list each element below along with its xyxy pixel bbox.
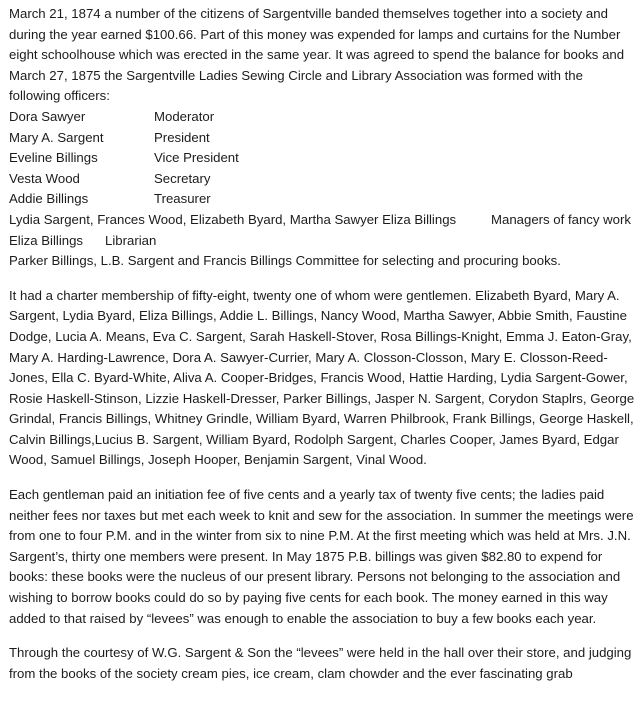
- librarian-role: Librarian: [105, 232, 157, 248]
- librarian-name: Eliza Billings: [9, 232, 84, 248]
- officer-row: [9, 148, 637, 169]
- managers-role: Managers of fancy work: [491, 211, 631, 227]
- officer-role: Secretary: [154, 170, 211, 186]
- officer-role: Moderator: [154, 108, 215, 124]
- officer-name: Addie Billings: [9, 191, 89, 207]
- officer-role: President: [154, 129, 210, 145]
- librarian-row: [9, 231, 637, 252]
- officer-row: [9, 189, 637, 210]
- committee-row: Parker Billings, L.B. Sargent and Francis Billings Committee for selecting and procuring books.: [9, 253, 561, 269]
- courtesy-paragraph: Through the courtesy of W.G. Sargent & Son the “levees” were held in the hall over their store, and judging from the books of the society cream pies, ice cream, clam chowder and the ever fascinating grab: [9, 645, 632, 681]
- officer-name: Eveline Billings: [9, 150, 98, 166]
- officer-role: Treasurer: [154, 191, 211, 207]
- officer-name: Vesta Wood: [9, 170, 80, 186]
- officer-name: Mary A. Sargent: [9, 129, 104, 145]
- fees-paragraph: Each gentleman paid an initiation fee of five cents and a yearly tax of twenty five cents; the ladies paid neither fees nor taxes but met each week to knit and sew for the association. In summer the meetings were from one to four P.M. and in the winter from six to nine P.M. At the first meeting which was held at Mrs. J.N. Sargent’s, thirty one members were present. In May 1875 P.B. billings was given $82.80 to expend for books: these books were the nucleus of our present library. Persons not belonging to the association and wishing to borrow books could do so by paying five cents for each book. The money earned in this way added to that raised by “levees” was enough to enable the association to buy a few books each year.: [9, 487, 634, 626]
- officer-row: [9, 169, 637, 190]
- officer-role: Vice President: [154, 150, 239, 166]
- membership-paragraph: It had a charter membership of fifty-eight, twenty one of whom were gentlemen. Elizabeth Byard, Mary A. Sargent, Lydia Byard, Eliza Billings, Addie L. Billings, Nancy Wood, Martha Sawyer, Abbie Smith, Faustine Dodge, Lucia A. Means, Eva C. Sargent, Sarah Haskell-Stover, Rosa Billings-Knight, Emma J. Eaton-Gray, Mary A. Harding-Lawrence, Dora A. Sawyer-Currier, Mary A. Closson-Closson, Mary E. Closson-Reed-Jones, Ella C. Byard-White, Aliva A. Cooper-Bridges, Francis Wood, Hattie Harding, Lydia Sargent-Gower, Rosie Haskell-Stinson, Lizzie Haskell-Dresser, Parker Billings, Jasper N. Sargent, Corydon Staplrs, George Grindal, Francis Billings, Whitney Grindle, William Byard, Warren Philbrook, Frank Billings, George Haskell, Calvin Billings,Lucius B. Sargent, William Byard, Rodolph Sargent, Charles Cooper, James Byard, Edgar Wood, Samuel Billings, Joseph Hooper, Benjamin Sargent, Vinal Wood.: [9, 287, 635, 468]
- intro-paragraph: March 21, 1874 a number of the citizens of Sargentville banded themselves together into a society and during the year earned $100.66. Part of this money was expended for lamps and curtains for the Number eight schoolhouse which was erected in the same year. It was agreed to spend the balance for books and March 27, 1875 the Sargentville Ladies Sewing Circle and Library Association was formed with the following officers:: [9, 6, 625, 104]
- officer-name: Dora Sawyer: [9, 108, 86, 124]
- officers-list: [9, 107, 637, 210]
- managers-row: [9, 210, 637, 231]
- managers-names: Lydia Sargent, Frances Wood, Elizabeth Byard, Martha Sawyer Eliza Billings: [9, 211, 457, 227]
- officer-row: [9, 107, 637, 128]
- officer-row: [9, 128, 637, 149]
